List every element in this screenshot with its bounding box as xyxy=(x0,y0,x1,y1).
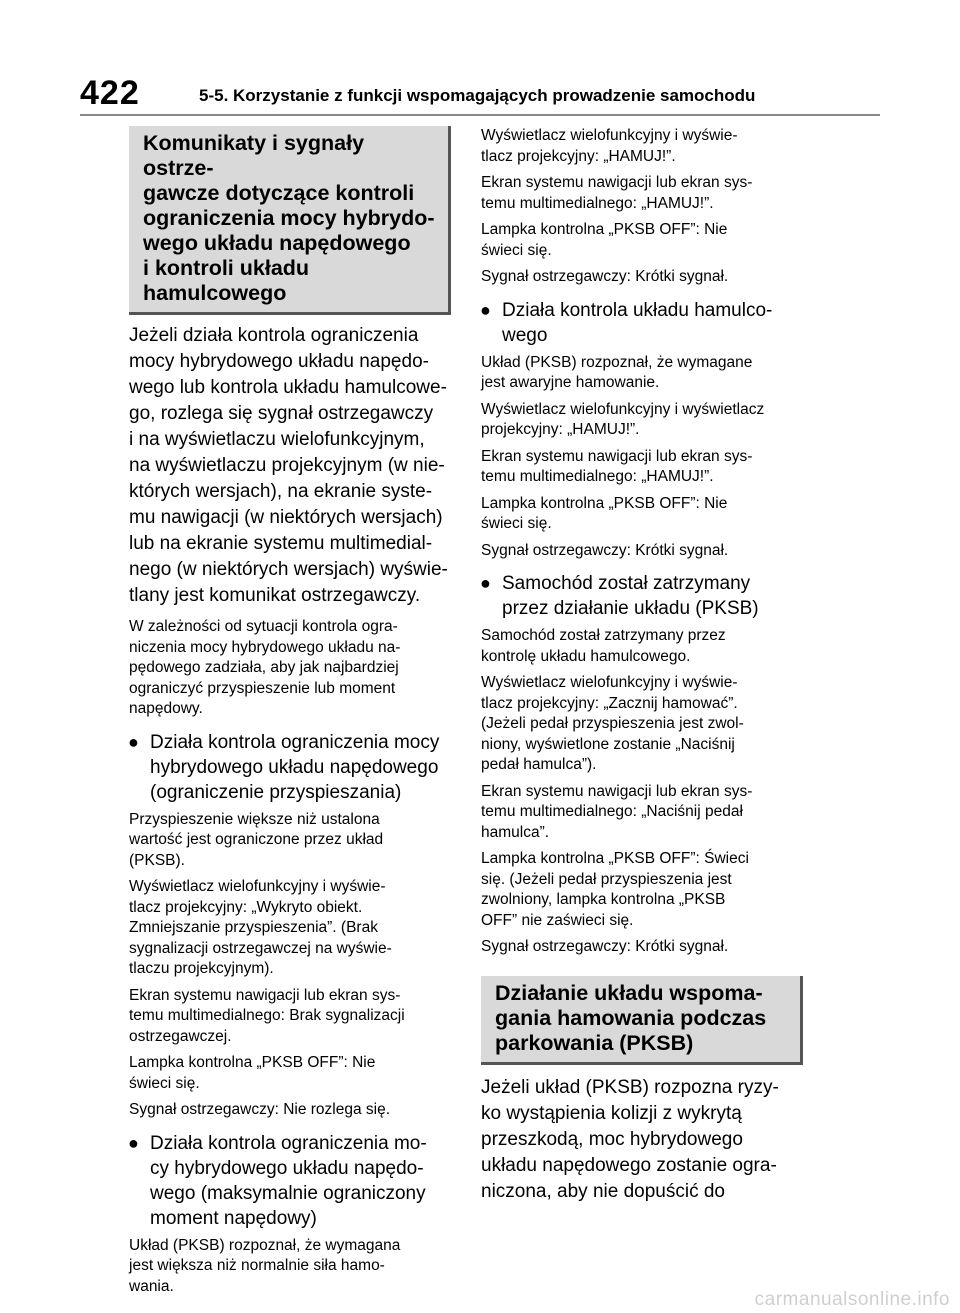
paragraph: Sygnał ostrzegawczy: Krótki sygnał. xyxy=(481,268,729,285)
page-number: 422 xyxy=(80,74,140,112)
header-divider xyxy=(80,114,880,116)
paragraph: Ekran systemu nawigacji lub ekran sys- temu multimedialnego: „Naciśnij pedał hamulca”. xyxy=(481,782,753,841)
section-heading-pksb: Działanie układu wspoma- gania hamowania podczas parkowania (PKSB) xyxy=(481,976,803,1065)
paragraph: Wyświetlacz wielofunkcyjny i wyświe- tlacz projekcyjny: „HAMUJ!”. xyxy=(481,127,738,165)
paragraph: Lampka kontrolna „PKSB OFF”: Nie świeci się. xyxy=(481,494,728,532)
bullet-heading-max-torque-limit: ● Działa kontrola ograniczenia mo- cy hybrydowego układu napędo- wego (maksymalnie ograniczony moment napędowy) xyxy=(129,1131,451,1231)
note-paragraph: W zależności od sytuacji kontrola ogra- niczenia mocy hybrydowego układu na- pędowego zadziała, aby jak najbardziej ograniczyć przyspieszenie lub moment napędowy. xyxy=(129,618,401,717)
paragraph: Ekran systemu nawigacji lub ekran sys- temu multimedialnego: „HAMUJ!”. xyxy=(481,447,753,485)
bullet-heading-vehicle-stopped: ● Samochód został zatrzymany przez działanie układu (PKSB) xyxy=(481,571,803,621)
watermark: carmanualsonline.info xyxy=(754,1289,950,1310)
intro-paragraph: Jeżeli działa kontrola ograniczenia mocy hybrydowego układu napędo- wego lub kontrola układu hamulcowe- go, rozlega się sygnał ostrzegawczy i na wyświetlaczu wielofunkcyjnym, na wyświetlaczu projekcyjnym (w nie- których wersjach), na ekranie syste- mu nawigacji (w niektórych wersjach) lub na ekranie systemu multimedial- nego (w niektórych wersjach) wyświe- tlany jest komunikat ostrzegawczy. xyxy=(129,325,448,606)
paragraph: Przyspieszenie większe niż ustalona wartość jest ograniczone przez układ (PKSB). xyxy=(129,810,384,869)
paragraph: Ekran systemu nawigacji lub ekran sys- temu multimedialnego: „HAMUJ!”. xyxy=(481,174,753,212)
section-title: 5-5. Korzystanie z funkcji wspomagających prowadzenie samochodu xyxy=(199,86,756,105)
paragraph: Wyświetlacz wielofunkcyjny i wyświe- tlacz projekcyjny: „Wykryto obiekt. Zmniejszanie przyspieszenia”. (Brak sygnalizacji ostrzegawczej na wyświe- tlaczu projekcyjnym). xyxy=(129,878,392,977)
intro-paragraph-pksb: Jeżeli układ (PKSB) rozpozna ryzy- ko wystąpienia kolizji z wykrytą przeszkodą, moc hybrydowego układu napędowego zostanie ogra- niczona, aby nie dopuścić do xyxy=(481,1076,779,1202)
bullet-heading-brake-control: ● Działa kontrola układu hamulco- wego xyxy=(481,298,803,348)
paragraph: Układ (PKSB) rozpoznał, że wymagana jest większa niż normalnie siła hamo- wania. xyxy=(129,1236,401,1295)
left-column xyxy=(129,126,451,1303)
paragraph: Lampka kontrolna „PKSB OFF”: Nie świeci się. xyxy=(129,1054,376,1092)
paragraph: Sygnał ostrzegawczy: Krótki sygnał. xyxy=(481,938,729,955)
paragraph: Wyświetlacz wielofunkcyjny i wyświetlacz projekcyjny: „HAMUJ!”. xyxy=(481,400,765,438)
paragraph: Ekran systemu nawigacji lub ekran sys- temu multimedialnego: Brak sygnalizacji ostrzegawczej. xyxy=(129,986,405,1045)
paragraph: Sygnał ostrzegawczy: Nie rozlega się. xyxy=(129,1101,391,1118)
paragraph: Lampka kontrolna „PKSB OFF”: Świeci się. (Jeżeli pedał przyspieszenia jest zwolniony, lampka kontrolna „PKSB OFF” nie zaświeci się. xyxy=(481,850,749,929)
paragraph: Układ (PKSB) rozpoznał, że wymagane jest awaryjne hamowanie. xyxy=(481,353,753,391)
paragraph: Sygnał ostrzegawczy: Krótki sygnał. xyxy=(481,541,729,559)
right-column xyxy=(481,126,803,1213)
paragraph: Wyświetlacz wielofunkcyjny i wyświe- tlacz projekcyjny: „Zacznij hamować”. (Jeżeli pedał przyspieszenia jest zwol- niony, wyświetlone zostanie „Naciśnij pedał hamulca”). xyxy=(481,674,744,773)
bullet-heading-acceleration-limit: ● Działa kontrola ograniczenia mocy hybrydowego układu napędowego (ograniczenie przyspieszania) xyxy=(129,730,451,805)
section-heading-warnings: Komunikaty i sygnały ostrze- gawcze dotyczące kontroli ograniczenia mocy hybrydo- wego układu napędowego i kontroli układu hamulcowego xyxy=(129,126,451,315)
paragraph: Samochód został zatrzymany przez kontrolę układu hamulcowego. xyxy=(481,627,726,665)
paragraph: Lampka kontrolna „PKSB OFF”: Nie świeci się. xyxy=(481,221,728,259)
